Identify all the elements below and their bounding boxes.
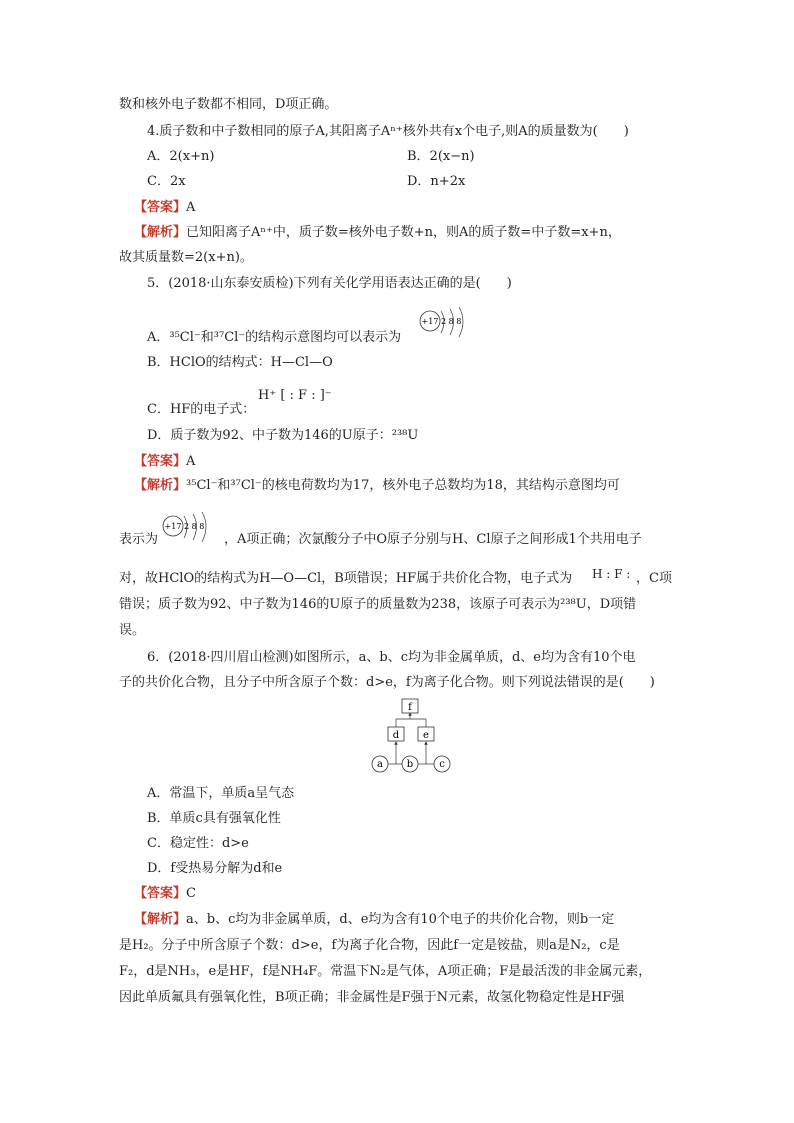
hf-electron-formula [258,388,332,404]
option-d: D．质子数为92、中子数为146的U原子：²³⁸U [147,428,419,443]
answer-value: A [186,454,196,469]
analysis-label: 【解析】 [134,912,187,927]
analysis-text: ，C项 [636,571,672,586]
question-5: 5．(2018·山东泰安质检)下列有关化学用语表达正确的是( ) [147,276,512,291]
analysis-text: a、b、c均为非金属单质，d、e均为含有10个电子的共价化合物，则b一定 [186,912,615,927]
analysis-text: 因此单质氟具有强氧化性，B项正确；非金属性是F强于N元素，故氢化物稳定性是HF强 [119,990,625,1005]
analysis-line [134,225,621,241]
option-a: A．常温下，单质a呈气态 [147,786,295,801]
flow-diagram [366,697,456,777]
nucleus-label: +17 [164,522,182,531]
analysis-text: 已知阳离子Aⁿ⁺中，质子数=核外电子数+n，则A的质子数=中子数=x+n， [186,225,621,240]
analysis-text: 表示为 [119,532,159,547]
option-d: D．f受热易分解为d和e [147,861,283,876]
analysis-text: 故其质量数=2(x+n)。 [119,250,253,265]
hf-electron-formula-2: H : F : [592,567,631,581]
answer-line [134,454,195,470]
analysis-line [134,912,614,928]
option-b: B．2(x−n) [407,149,475,164]
hf-bracket: [ : F : ]⁻ [280,388,332,403]
shells-label: 2 8 8 [441,317,462,326]
option-a: A．2(x+n) [147,149,215,164]
option-b: B．HClO的结构式：H—Cl—O [147,355,333,370]
analysis-line [134,478,620,494]
analysis-text: 错误；质子数为92、中子数为146的U原子的质量数为238，该原子可表示为²³⁸U，D项错 [119,597,637,612]
node-e-label: e [423,730,429,741]
analysis-text: ，A项正确；次氯酸分子中O原子分别与H、Cl原子之间形成1个共用电子 [224,532,642,547]
analysis-text: ³⁵Cl⁻和³⁷Cl⁻的核电荷数均为17，核外电子总数均为18，其结构示意图均可 [186,478,620,493]
question-6: 6．(2018·四川眉山检测)如图所示，a、b、c均为非金属单质，d、e均为含有10个电 [147,650,636,665]
analysis-label: 【解析】 [134,478,187,493]
node-f-label: f [408,702,412,713]
question-6-cont: 子的共价化合物，且分子中所含原子个数：d>e，f为离子化合物。则下列说法错误的是( ) [119,675,655,690]
atom-structure-diagram [160,508,222,548]
analysis-label: 【解析】 [134,225,187,240]
analysis-text: F₂，d是NH₃，e是HF，f是NH₄F。常温下N₂是气体，A项正确；F是最活泼的非金属元素， [119,964,652,979]
question-4: 4.质子数和中子数相同的原子A,其阳离子Aⁿ⁺核外共有x个电子,则A的质量数为( ) [147,124,629,139]
analysis-text: 对，故HClO的结构式为H—O—Cl，B项错误；HF属于共价化合物，电子式为 [119,571,573,586]
option-c: C．稳定性：d>e [147,836,249,851]
answer-label: 【答案】 [134,886,187,901]
answer-label: 【答案】 [134,454,187,469]
analysis-text: 误。 [119,623,146,638]
hf-h: H⁺ [258,388,277,403]
node-d-label: d [392,730,400,741]
node-b-label: b [406,759,414,770]
option-d: D．n+2x [407,174,466,189]
answer-line [134,886,196,902]
option-c: C．HF的电子式： [147,402,256,417]
node-a-label: a [377,759,383,770]
option-c: C．2x [147,174,186,189]
nucleus-label: +17 [421,317,439,326]
option-b: B．单质c具有强氧化性 [147,811,281,826]
shells-label: 2 8 8 [184,522,205,531]
answer-line [134,200,195,216]
answer-value: A [186,200,196,215]
answer-value: C [186,886,196,901]
analysis-text: 是H₂。分子中所含原子个数：d>e，f为离子化合物，因此f一定是铵盐，则a是N₂，c是 [119,938,620,953]
text-line: 数和核外电子数都不相同，D项正确。 [119,97,338,112]
node-c-label: c [439,759,445,770]
atom-structure-diagram [417,303,479,343]
option-a: A．³⁵Cl⁻和³⁷Cl⁻的结构示意图均可以表示为 [147,330,402,345]
answer-label: 【答案】 [134,200,187,215]
